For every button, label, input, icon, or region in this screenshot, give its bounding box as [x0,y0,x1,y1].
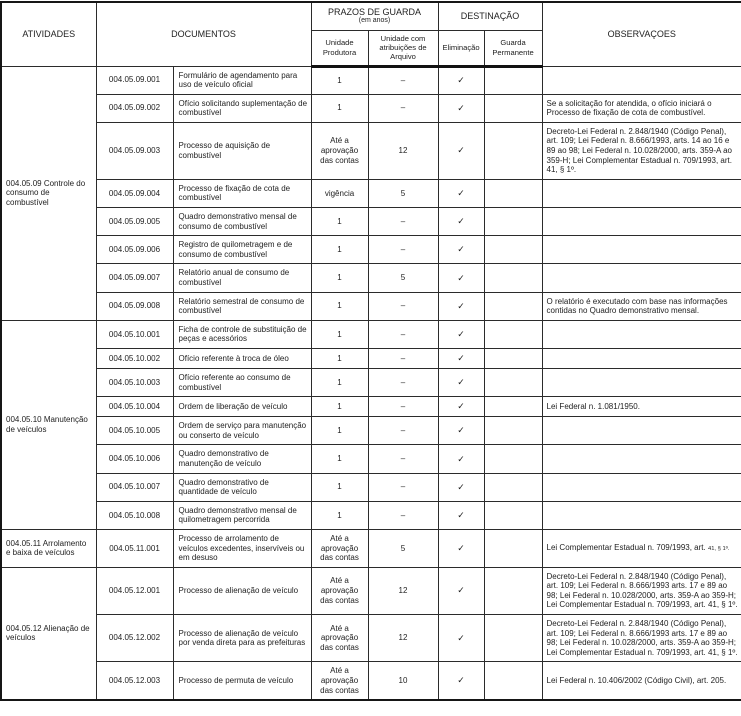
guarda-permanente-check-cell [484,567,542,614]
observacoes-text: Se a solicitação for atendida, o ofício iniciará o Processo de fixação de cota de combustível. [546,98,712,118]
document-code-cell: 004.05.10.002 [96,348,173,368]
observacoes-text: Decreto-Lei Federal n. 2.848/1940 (Código Penal), art. 109; Lei Federal n. 8.666/1993 arts. 17 e 89 ao 98; Lei Federal n. 10.028/2000, arts. 359-A ao 359-H; Lei Complementar Estadual n. 709/1993, art. 41, § 1º. [546,619,738,657]
guarda-permanente-check-cell [484,662,542,700]
table-row [1,473,741,501]
activity-cell: 004.05.11 Arrolamento e baixa de veículos [1,529,96,567]
eliminacao-check-cell: ✓ [438,94,484,122]
observacoes-cell [542,208,741,236]
table-row [1,292,741,320]
unidade-arquivo-cell: – [368,397,438,417]
document-code-cell: 004.05.09.003 [96,122,173,179]
observacoes-text: Lei Federal n. 10.406/2002 (Código Civil), art. 205. [546,676,727,686]
observacoes-cell [542,473,741,501]
table-row [1,445,741,473]
unidade-produtora-cell: Até a aprovação das contas [311,529,368,567]
guarda-permanente-check-cell [484,397,542,417]
prazos-title: PRAZOS DE GUARDA [328,7,422,18]
prazos-subtitle: (em anos) [358,17,391,25]
unidade-produtora-cell: 1 [311,417,368,445]
activity-cell: 004.05.12 Alienação de veículos [1,567,96,700]
document-name-cell: Processo de aquisição de combustível [173,122,311,179]
table-row [1,264,741,292]
unidade-arquivo-cell: 12 [368,567,438,614]
document-code-cell: 004.05.10.006 [96,445,173,473]
observacoes-cell [542,320,741,348]
observacoes-cell [542,66,741,94]
table-row [1,662,741,700]
unidade-arquivo-cell: – [368,473,438,501]
document-name-cell: Ordem de liberação de veículo [173,397,311,417]
eliminacao-check-cell: ✓ [438,445,484,473]
document-name-cell: Registro de quilometragem e de consumo de combustível [173,236,311,264]
observacoes-small-text: 41, § 1º. [707,546,730,553]
unidade-arquivo-cell: – [368,348,438,368]
column-header-eliminacao: Eliminação [438,30,484,66]
eliminacao-check-cell: ✓ [438,417,484,445]
table-row [1,320,741,348]
observacoes-cell [542,417,741,445]
guarda-permanente-check-cell [484,473,542,501]
document-name-cell: Ofício referente ao consumo de combustível [173,368,311,396]
unidade-produtora-cell: vigência [311,179,368,207]
observacoes-cell [542,567,741,614]
document-code-cell: 004.05.09.005 [96,208,173,236]
eliminacao-check-cell: ✓ [438,348,484,368]
unidade-produtora-cell: 1 [311,397,368,417]
column-header-destinacao: DESTINAÇÃO [438,2,542,30]
eliminacao-check-cell: ✓ [438,179,484,207]
observacoes-cell [542,122,741,179]
table-body [1,66,741,700]
table-row [1,529,741,567]
guarda-permanente-check-cell [484,615,542,662]
unidade-arquivo-cell: 12 [368,122,438,179]
guarda-permanente-check-cell [484,501,542,529]
table-row [1,236,741,264]
guarda-permanente-check-cell [484,529,542,567]
unidade-arquivo-cell: – [368,417,438,445]
column-header-observacoes: OBSERVAÇOES [542,2,741,66]
eliminacao-check-cell: ✓ [438,397,484,417]
eliminacao-check-cell: ✓ [438,615,484,662]
document-name-cell: Processo de fixação de cota de combustível [173,179,311,207]
observacoes-text: O relatório é executado com base nas informações contidas no Quadro demonstrativo mensal. [546,296,728,316]
document-code-cell: 004.05.10.005 [96,417,173,445]
document-name-cell: Processo de arrolamento de veículos excedentes, inservíveis ou em desuso [173,529,311,567]
document-code-cell: 004.05.11.001 [96,529,173,567]
document-name-cell: Ordem de serviço para manutenção ou conserto de veículo [173,417,311,445]
document-name-cell: Ofício solicitando suplementação de combustível [173,94,311,122]
unidade-arquivo-cell: – [368,445,438,473]
observacoes-cell [542,179,741,207]
column-header-prazos-de-guarda [311,2,438,30]
observacoes-text: Lei Federal n. 1.081/1950. [546,401,640,411]
observacoes-cell [542,94,741,122]
table-row [1,567,741,614]
document-name-cell: Quadro demonstrativo mensal de consumo de combustível [173,208,311,236]
guarda-permanente-check-cell [484,236,542,264]
table-row [1,368,741,396]
unidade-arquivo-cell: 5 [368,179,438,207]
table-row [1,615,741,662]
document-code-cell: 004.05.09.002 [96,94,173,122]
eliminacao-check-cell: ✓ [438,567,484,614]
guarda-permanente-check-cell [484,292,542,320]
unidade-produtora-cell: 1 [311,94,368,122]
unidade-produtora-cell: 1 [311,501,368,529]
unidade-arquivo-cell: – [368,292,438,320]
eliminacao-check-cell: ✓ [438,66,484,94]
guarda-permanente-check-cell [484,179,542,207]
document-code-cell: 004.05.12.001 [96,567,173,614]
activity-cell: 004.05.10 Manutenção de veículos [1,320,96,529]
eliminacao-check-cell: ✓ [438,236,484,264]
table-row [1,94,741,122]
unidade-produtora-cell: 1 [311,292,368,320]
document-code-cell: 004.05.09.008 [96,292,173,320]
guarda-permanente-check-cell [484,368,542,396]
document-name-cell: Quadro demonstrativo mensal de quilometragem percorrida [173,501,311,529]
table-row [1,417,741,445]
unidade-arquivo-cell: – [368,368,438,396]
document-name-cell: Ficha de controle de substituição de peças e acessórios [173,320,311,348]
unidade-produtora-cell: 1 [311,473,368,501]
table-header [1,2,741,66]
guarda-permanente-check-cell [484,208,542,236]
observacoes-cell [542,615,741,662]
eliminacao-check-cell: ✓ [438,501,484,529]
unidade-produtora-cell: 1 [311,66,368,94]
unidade-produtora-cell: Até a aprovação das contas [311,615,368,662]
observacoes-cell [542,292,741,320]
unidade-produtora-cell: 1 [311,208,368,236]
guarda-permanente-check-cell [484,264,542,292]
unidade-arquivo-cell: 10 [368,662,438,700]
unidade-arquivo-cell: 12 [368,615,438,662]
document-code-cell: 004.05.10.008 [96,501,173,529]
guarda-permanente-check-cell [484,320,542,348]
column-header-guarda-permanente: Guarda Permanente [484,30,542,66]
observacoes-cell [542,368,741,396]
unidade-produtora-cell: 1 [311,445,368,473]
unidade-produtora-cell: 1 [311,368,368,396]
document-code-cell: 004.05.10.003 [96,368,173,396]
observacoes-cell [542,397,741,417]
guarda-permanente-check-cell [484,417,542,445]
unidade-produtora-cell: Até a aprovação das contas [311,567,368,614]
document-name-cell: Quadro demonstrativo de manutenção de veículo [173,445,311,473]
table-row [1,397,741,417]
unidade-produtora-cell: 1 [311,236,368,264]
unidade-produtora-cell: 1 [311,264,368,292]
unidade-arquivo-cell: – [368,94,438,122]
table-row [1,122,741,179]
observacoes-cell [542,529,741,567]
document-name-cell: Relatório anual de consumo de combustível [173,264,311,292]
eliminacao-check-cell: ✓ [438,320,484,348]
document-name-cell: Processo de alienação de veículo [173,567,311,614]
document-code-cell: 004.05.09.001 [96,66,173,94]
document-name-cell: Formulário de agendamento para uso de veículo oficial [173,66,311,94]
table-row [1,348,741,368]
observacoes-cell [542,501,741,529]
document-code-cell: 004.05.10.007 [96,473,173,501]
header-group-row [1,2,741,30]
column-header-unidade-produtora: Unidade Produtora [311,30,368,66]
unidade-produtora-cell: Até a aprovação das contas [311,122,368,179]
observacoes-text: Decreto-Lei Federal n. 2.848/1940 (Código Penal), art. 109; Lei Federal n. 8.666/1993, arts. 14 ao 16 e 89 ao 98; Lei Federal n. 10.028/2000, arts. 359-A ao 359-H; Lei Complementar Estadual n. 709/1993, art. 41, § 1º. [546,126,732,175]
document-name-cell: Quadro demonstrativo de quantidade de veículo [173,473,311,501]
document-code-cell: 004.05.09.004 [96,179,173,207]
document-code-cell: 004.05.12.002 [96,615,173,662]
unidade-produtora-cell: 1 [311,348,368,368]
observacoes-cell [542,348,741,368]
eliminacao-check-cell: ✓ [438,208,484,236]
table-row [1,179,741,207]
guarda-permanente-check-cell [484,122,542,179]
table-row [1,208,741,236]
unidade-produtora-cell: 1 [311,320,368,348]
unidade-arquivo-cell: 5 [368,529,438,567]
table-row [1,66,741,94]
unidade-arquivo-cell: – [368,320,438,348]
eliminacao-check-cell: ✓ [438,529,484,567]
table-row [1,501,741,529]
observacoes-text: Decreto-Lei Federal n. 2.848/1940 (Código Penal), art. 109; Lei Federal n. 8.666/1993 arts. 17 e 89 ao 98; Lei Federal n. 10.028/2000, arts. 359-A ao 359-H; Lei Complementar Estadual n. 709/1993, art. 41, § 1º. [546,571,738,610]
guarda-permanente-check-cell [484,445,542,473]
column-header-unidade-arquivo: Unidade com atribuições de Arquivo [368,30,438,66]
unidade-arquivo-cell: – [368,501,438,529]
document-code-cell: 004.05.12.003 [96,662,173,700]
eliminacao-check-cell: ✓ [438,264,484,292]
guarda-permanente-check-cell [484,66,542,94]
records-retention-table [0,1,741,701]
unidade-produtora-cell: Até a aprovação das contas [311,662,368,700]
observacoes-text: Lei Complementar Estadual n. 709/1993, art. [546,543,706,553]
document-code-cell: 004.05.10.004 [96,397,173,417]
guarda-permanente-check-cell [484,348,542,368]
document-code-cell: 004.05.09.007 [96,264,173,292]
unidade-arquivo-cell: – [368,66,438,94]
document-name-cell: Processo de permuta de veículo [173,662,311,700]
observacoes-cell [542,445,741,473]
eliminacao-check-cell: ✓ [438,368,484,396]
observacoes-cell [542,264,741,292]
activity-cell: 004.05.09 Controle do consumo de combustível [1,66,96,320]
document-name-cell: Processo de alienação de veículo por venda direta para as prefeituras [173,615,311,662]
column-header-atividades: ATIVIDADES [1,2,96,66]
column-header-documentos: DOCUMENTOS [96,2,311,66]
unidade-arquivo-cell: 5 [368,264,438,292]
document-name-cell: Relatório semestral de consumo de combustível [173,292,311,320]
unidade-arquivo-cell: – [368,208,438,236]
eliminacao-check-cell: ✓ [438,662,484,700]
guarda-permanente-check-cell [484,94,542,122]
eliminacao-check-cell: ✓ [438,473,484,501]
eliminacao-check-cell: ✓ [438,122,484,179]
document-code-cell: 004.05.10.001 [96,320,173,348]
observacoes-cell [542,236,741,264]
document-code-cell: 004.05.09.006 [96,236,173,264]
unidade-arquivo-cell: – [368,236,438,264]
eliminacao-check-cell: ✓ [438,292,484,320]
observacoes-cell [542,662,741,700]
document-name-cell: Ofício referente à troca de óleo [173,348,311,368]
